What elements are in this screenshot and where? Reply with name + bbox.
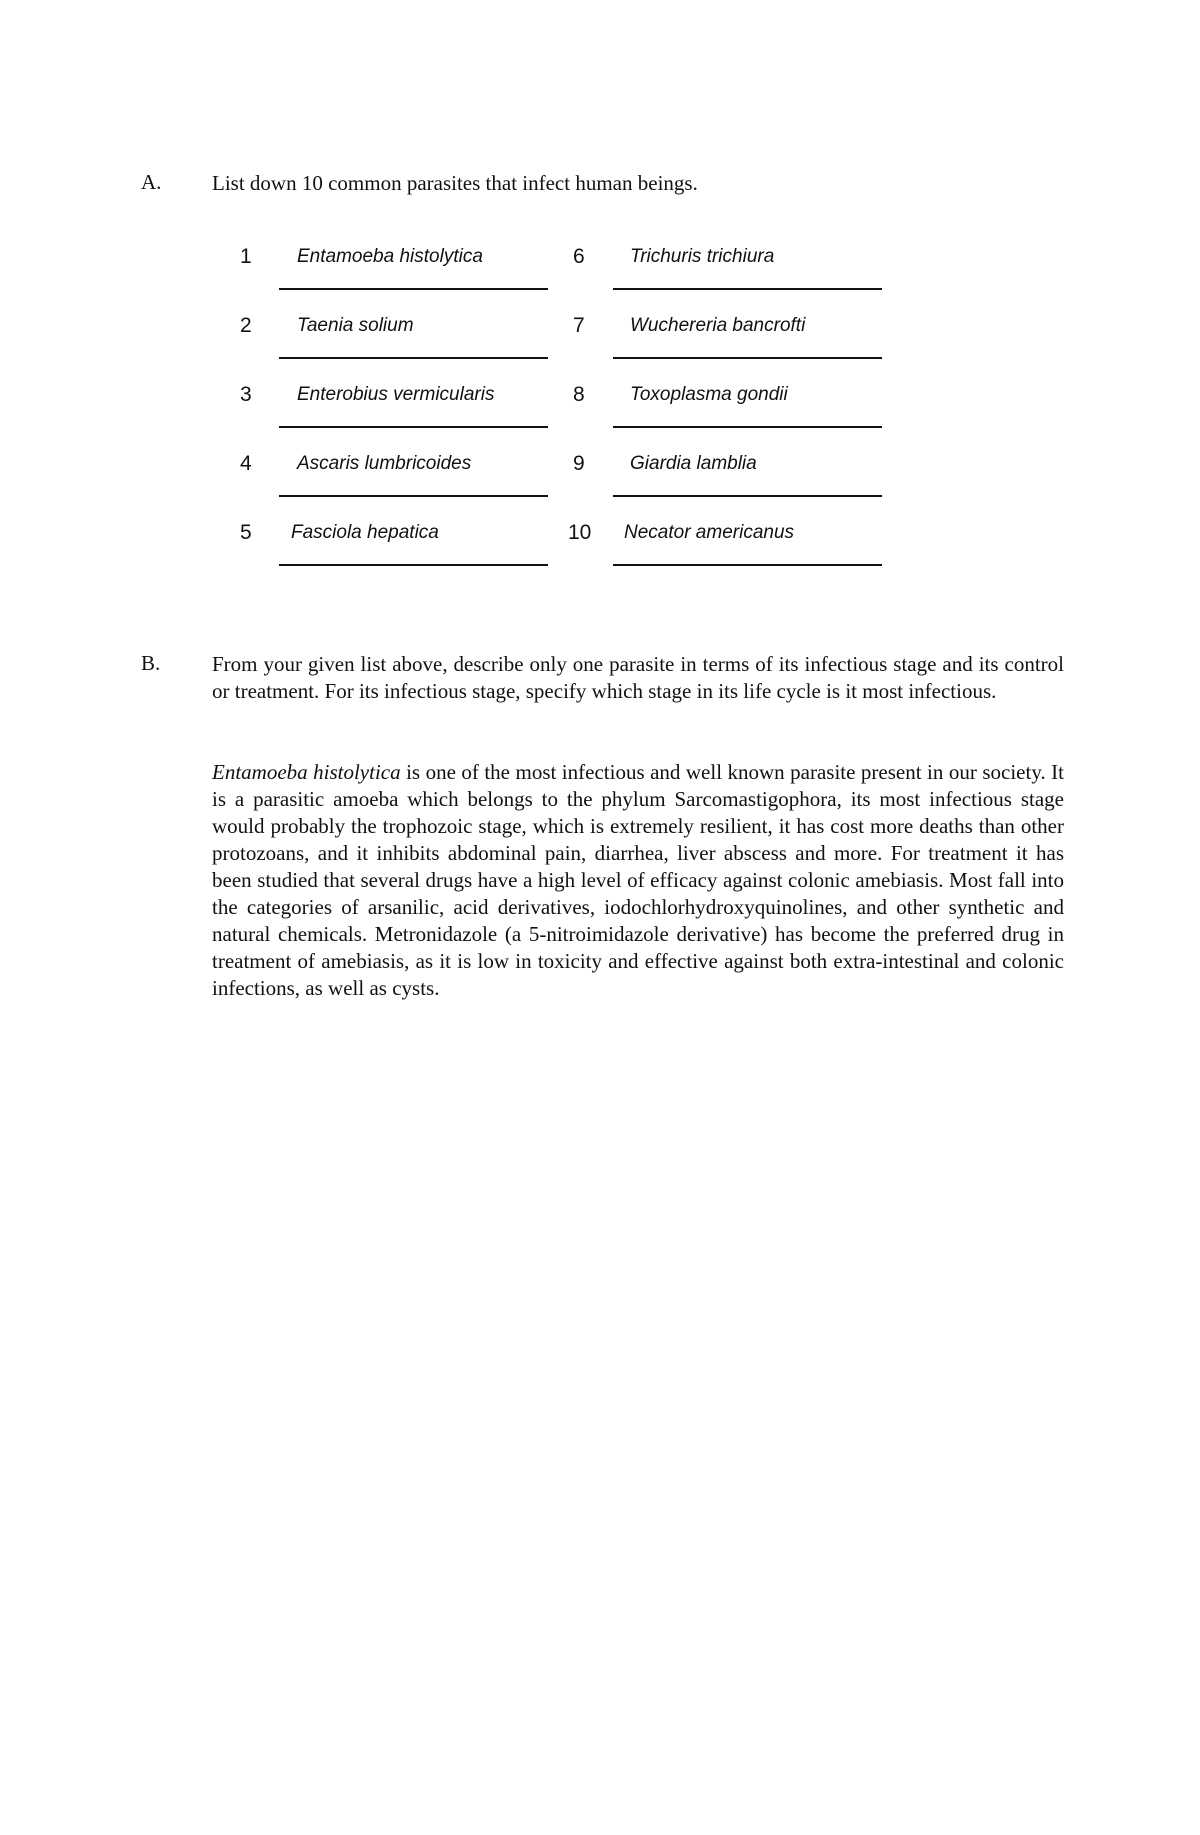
section-a-prompt: List down 10 common parasites that infect human beings. xyxy=(212,171,698,195)
parasite-name: Ascaris lumbricoides xyxy=(297,453,472,474)
answer-underline xyxy=(613,495,882,497)
parasite-name: Toxoplasma gondii xyxy=(630,384,788,405)
parasite-number: 6 xyxy=(573,245,585,268)
section-b-label: B. xyxy=(141,651,161,675)
parasite-entry-3 xyxy=(236,383,548,452)
section-b-answer xyxy=(212,759,1064,1002)
parasite-entry-10 xyxy=(568,521,882,590)
parasite-number: 1 xyxy=(240,245,252,268)
parasite-number: 3 xyxy=(240,383,252,406)
parasite-entry-9 xyxy=(568,452,882,521)
parasite-name: Trichuris trichiura xyxy=(630,246,775,267)
answer-underline xyxy=(279,426,548,428)
parasite-number: 2 xyxy=(240,314,252,337)
parasite-name: Entamoeba histolytica xyxy=(297,246,483,267)
answer-species-name: Entamoeba histolytica xyxy=(212,760,401,784)
parasite-entry-7 xyxy=(568,314,882,383)
answer-underline xyxy=(613,426,882,428)
parasite-number: 8 xyxy=(573,383,585,406)
answer-underline xyxy=(279,564,548,566)
parasite-number: 5 xyxy=(240,521,252,544)
parasite-entry-2 xyxy=(236,314,548,383)
parasite-name: Giardia lamblia xyxy=(630,453,757,474)
answer-underline xyxy=(613,564,882,566)
parasite-name: Taenia solium xyxy=(297,315,414,336)
parasite-entry-6 xyxy=(568,245,882,314)
section-a-label: A. xyxy=(141,170,162,194)
parasite-number: 10 xyxy=(568,521,592,544)
answer-underline xyxy=(613,288,882,290)
parasite-list xyxy=(0,0,1200,600)
parasite-number: 4 xyxy=(240,452,252,475)
answer-underline xyxy=(613,357,882,359)
answer-body-text: is one of the most infectious and well known parasite present in our society. It is a parasitic amoeba which belongs to the phylum Sarcomastigophora, its most infectious stage would probably the trophozoic stage, which is extremely resilient, it has cost more deaths than other protozoans, and it inhibits abdominal pain, diarrhea, liver abscess and more. For treatment it has been studied that several drugs have a high level of efficacy against colonic amebiasis. Most fall into the categories of arsanilic, acid derivatives, iodochlorhydroxyquinolines, and other synthetic and natural chemicals. Metronidazole (a 5-nitroimidazole derivative) has become the preferred drug in treatment of amebiasis, as it is low in toxicity and effective against both extra-intestinal and colonic infections, as well as cysts. xyxy=(212,760,1065,1000)
answer-underline xyxy=(279,288,548,290)
parasite-entry-4 xyxy=(236,452,548,521)
section-b-prompt: From your given list above, describe only one parasite in terms of its infectious stage and its control or treatment. For its infectious stage, specify which stage in its life cycle is it most infectious. xyxy=(212,652,1064,703)
parasite-name: Fasciola hepatica xyxy=(291,522,439,543)
answer-underline xyxy=(279,357,548,359)
parasite-number: 9 xyxy=(573,452,585,475)
parasite-number: 7 xyxy=(573,314,585,337)
parasite-entry-1 xyxy=(236,245,548,314)
parasite-entry-8 xyxy=(568,383,882,452)
parasite-name: Wuchereria bancrofti xyxy=(630,315,806,336)
parasite-entry-5 xyxy=(236,521,548,590)
parasite-name: Necator americanus xyxy=(624,522,795,543)
answer-underline xyxy=(279,495,548,497)
parasite-name: Enterobius vermicularis xyxy=(297,384,495,405)
